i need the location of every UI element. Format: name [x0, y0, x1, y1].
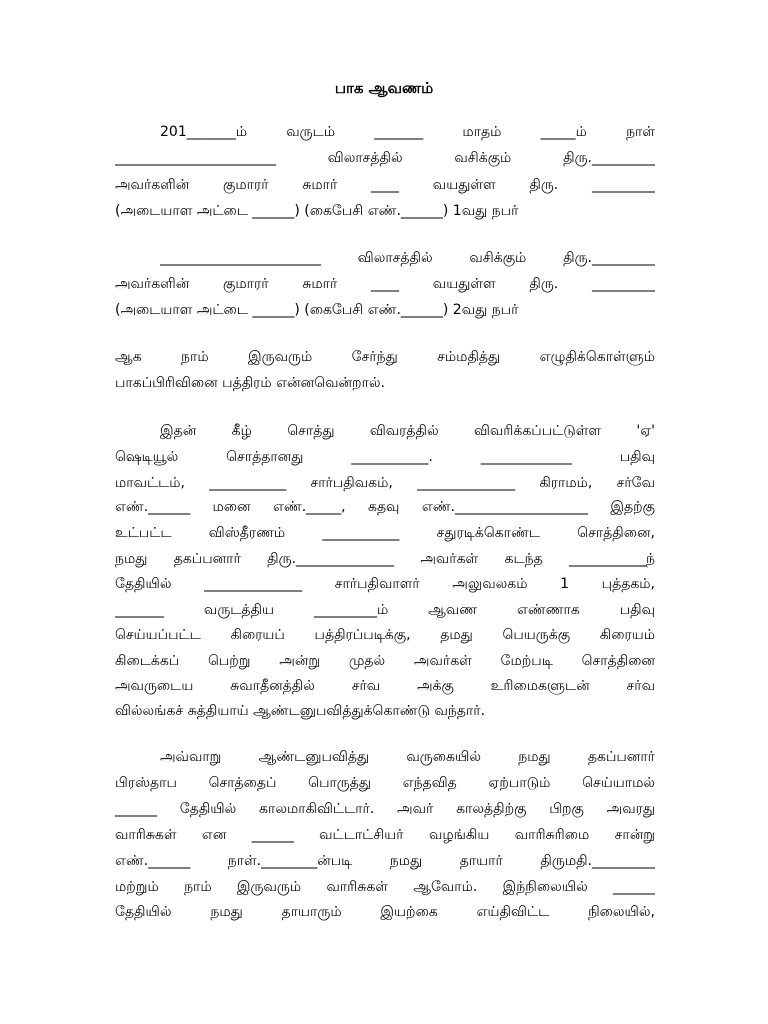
document-title: பாக ஆவணம் — [334, 79, 434, 97]
body-line-party1-id: (அடையாள அட்டை ______) (கைபேசி எண்.______) 1வது நபர் — [115, 203, 519, 219]
paragraph-succession-line: பிரஸ்தாப சொத்தைப் பொருத்து எந்தவித ஏற்பாடும் செய்யாமல் — [115, 775, 655, 791]
paragraph-property-line: மாவட்டம், ___________ சார்பதிவகம், ______________ கிராமம், சர்வே — [115, 475, 655, 491]
paragraph-property-line: _______ வருடத்திய _________ம் ஆவண எண்ணாக பதிவு — [115, 602, 655, 618]
paragraph-property-line: செய்யப்பட்ட கிரையப் பத்திரப்படிக்கு, தமது பெயருக்கு கிரையம் — [115, 627, 655, 643]
body-line-party1-son-of: அவர்களின் குமாரர் சுமார் ____ வயதுள்ள திரு. _________ — [115, 177, 655, 193]
body-line-party2-address: _______________________ விலாசத்தில் வசிக்கும் திரு._________ — [160, 250, 655, 266]
paragraph-property-line: நமது தகப்பனார் திரு.______________ அவர்கள் கடந்த ___________ந் — [115, 551, 655, 567]
paragraph-intro-line: ஆக நாம் இருவரும் சேர்ந்து சம்மதித்து எழுதிக்கொள்ளும் — [115, 349, 655, 365]
paragraph-property-line: அவருடைய சுவாதீனத்தில் சர்வ அக்கு உரிமைகளுடன் சர்வ — [115, 678, 655, 694]
paragraph-succession-line: வாரிசுகள் என ______ வட்டாட்சியர் வழங்கிய வாரிசுரிமை சான்று — [115, 827, 655, 843]
paragraph-property-line: உட்பட்ட விஸ்தீரணம் ___________ சதுரடிக்கொண்ட சொத்தினை, — [115, 525, 655, 541]
paragraph-succession-line: ______ தேதியில் காலமாகிவிட்டார். அவர் காலத்திற்கு பிறகு அவரது — [115, 801, 655, 817]
paragraph-property-line: இதன் கீழ் சொத்து விவரத்தில் விவரிக்கப்பட்டுள்ள 'ஏ' — [160, 423, 655, 439]
paragraph-property-line: தேதியில் ______________ சார்பதிவாளர் அலுவலகம் 1 புத்தகம், — [115, 576, 655, 592]
paragraph-property-line: வில்லங்கச் சுத்தியாய் ஆண்டனுபவித்துக்கொண்டு வந்தார். — [115, 703, 486, 719]
body-line-party1-address: _______________________ விலாசத்தில் வசிக்கும் திரு._________ — [115, 150, 655, 166]
body-line-party2-son-of: அவர்களின் குமாரர் சுமார் ____ வயதுள்ள திரு. _________ — [115, 276, 655, 292]
paragraph-succession-line: எண்.______ நாள்.________ன்படி நமது தாயார் திருமதி._________ — [115, 853, 655, 869]
paragraph-succession-line: அவ்வாறு ஆண்டனுபவித்து வருகையில் நமது தகப்பனார் — [160, 749, 655, 765]
paragraph-property-line: ஷெடியூல் சொத்தானது ___________. _____________ பதிவு — [115, 449, 655, 465]
paragraph-intro-line: பாகப்பிரிவினை பத்திரம் என்னவென்றால். — [115, 375, 385, 391]
body-line-date: 201_______ம் வருடம் _______ மாதம் _____ம் நாள் — [160, 124, 655, 140]
body-line-party2-id: (அடையாள அட்டை ______) (கைபேசி எண்.______) 2வது நபர் — [115, 302, 519, 318]
paragraph-succession-line: தேதியில் நமது தாயாரும் இயற்கை எய்திவிட்ட நிலையில், — [115, 904, 655, 920]
paragraph-property-line: கிடைக்கப் பெற்று அன்று முதல் அவர்கள் மேற்படி சொத்தினை — [115, 653, 655, 669]
paragraph-property-line: எண்.______ மனை எண்._____, கதவு எண்.___________________ இதற்கு — [115, 499, 655, 515]
paragraph-succession-line: மற்றும் நாம் இருவரும் வாரிசுகள் ஆவோம். இந்நிலையில் ______ — [115, 879, 655, 895]
